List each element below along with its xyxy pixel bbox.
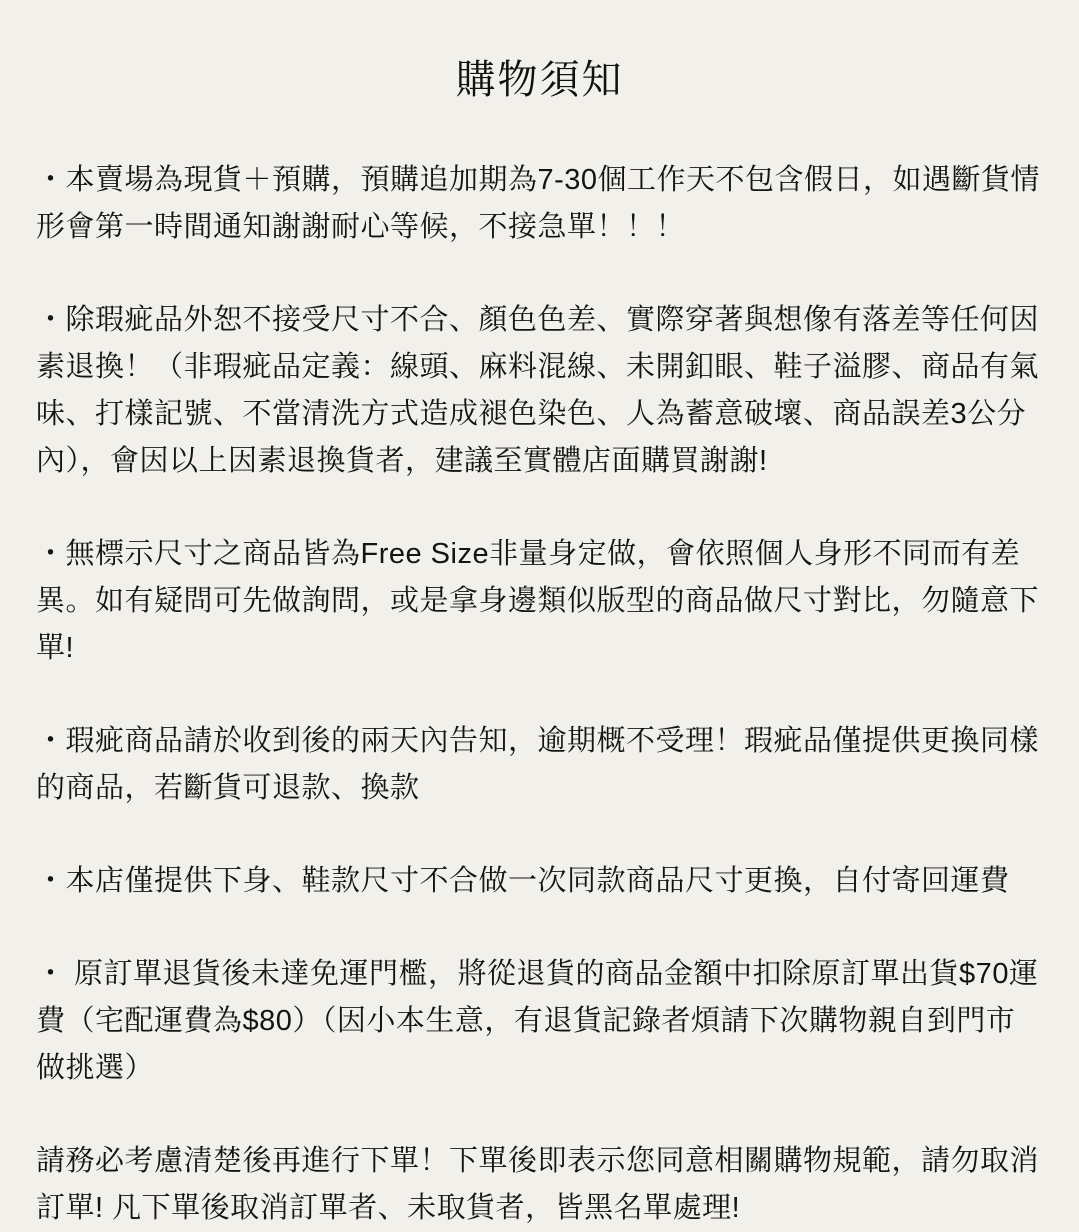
notice-paragraph-final-warning: 請務必考慮清楚後再進行下單！下單後即表示您同意相關購物規範，請勿取消訂單! 凡下單後取消訂單者、未取貨者，皆黑名單處理! <box>36 1145 1040 1224</box>
notice-paragraph-free-size: ・無標示尺寸之商品皆為Free Size非量身定做，會依照個人身形不同而有差異。如有疑問可先做詢問，或是拿身邊類似版型的商品做尺寸對比，勿隨意下單! <box>36 538 1040 664</box>
notice-paragraph-shipping-fee: ・ 原訂單退貨後未達免運門檻，將從退貨的商品金額中扣除原訂單出貨$70運費（宅配運費為$80）（因小本生意，有退貨記錄者煩請下次購物親自到門市做挑選） <box>36 958 1039 1084</box>
page-title: 購物須知 <box>455 58 624 102</box>
notice-body <box>36 157 1043 1232</box>
notice-paragraph-returns-policy: ・除瑕疵品外恕不接受尺寸不合、顏色色差、實際穿著與想像有落差等任何因素退換！（非瑕疵品定義：線頭、麻料混線、未開釦眼、鞋子溢膠、商品有氣味、打樣記號、不當清洗方式造成褪色染色、人為蓄意破壞、商品誤差3公分內），會因以上因素退換貨者，建議至實體店面購買謝謝! <box>36 304 1040 477</box>
notice-paragraph-size-exchange: ・本店僅提供下身、鞋款尺寸不合做一次同款商品尺寸更換，自付寄回運費 <box>36 865 1010 897</box>
notice-paragraph-preorder: ・本賣場為現貨＋預購，預購追加期為7-30個工作天不包含假日，如遇斷貨情形會第一時間通知謝謝耐心等候，不接急單！！！ <box>36 164 1041 243</box>
notice-paragraph-defect-report: ・瑕疵商品請於收到後的兩天內告知，逾期概不受理！瑕疵品僅提供更換同樣的商品，若斷貨可退款、換款 <box>36 725 1040 804</box>
